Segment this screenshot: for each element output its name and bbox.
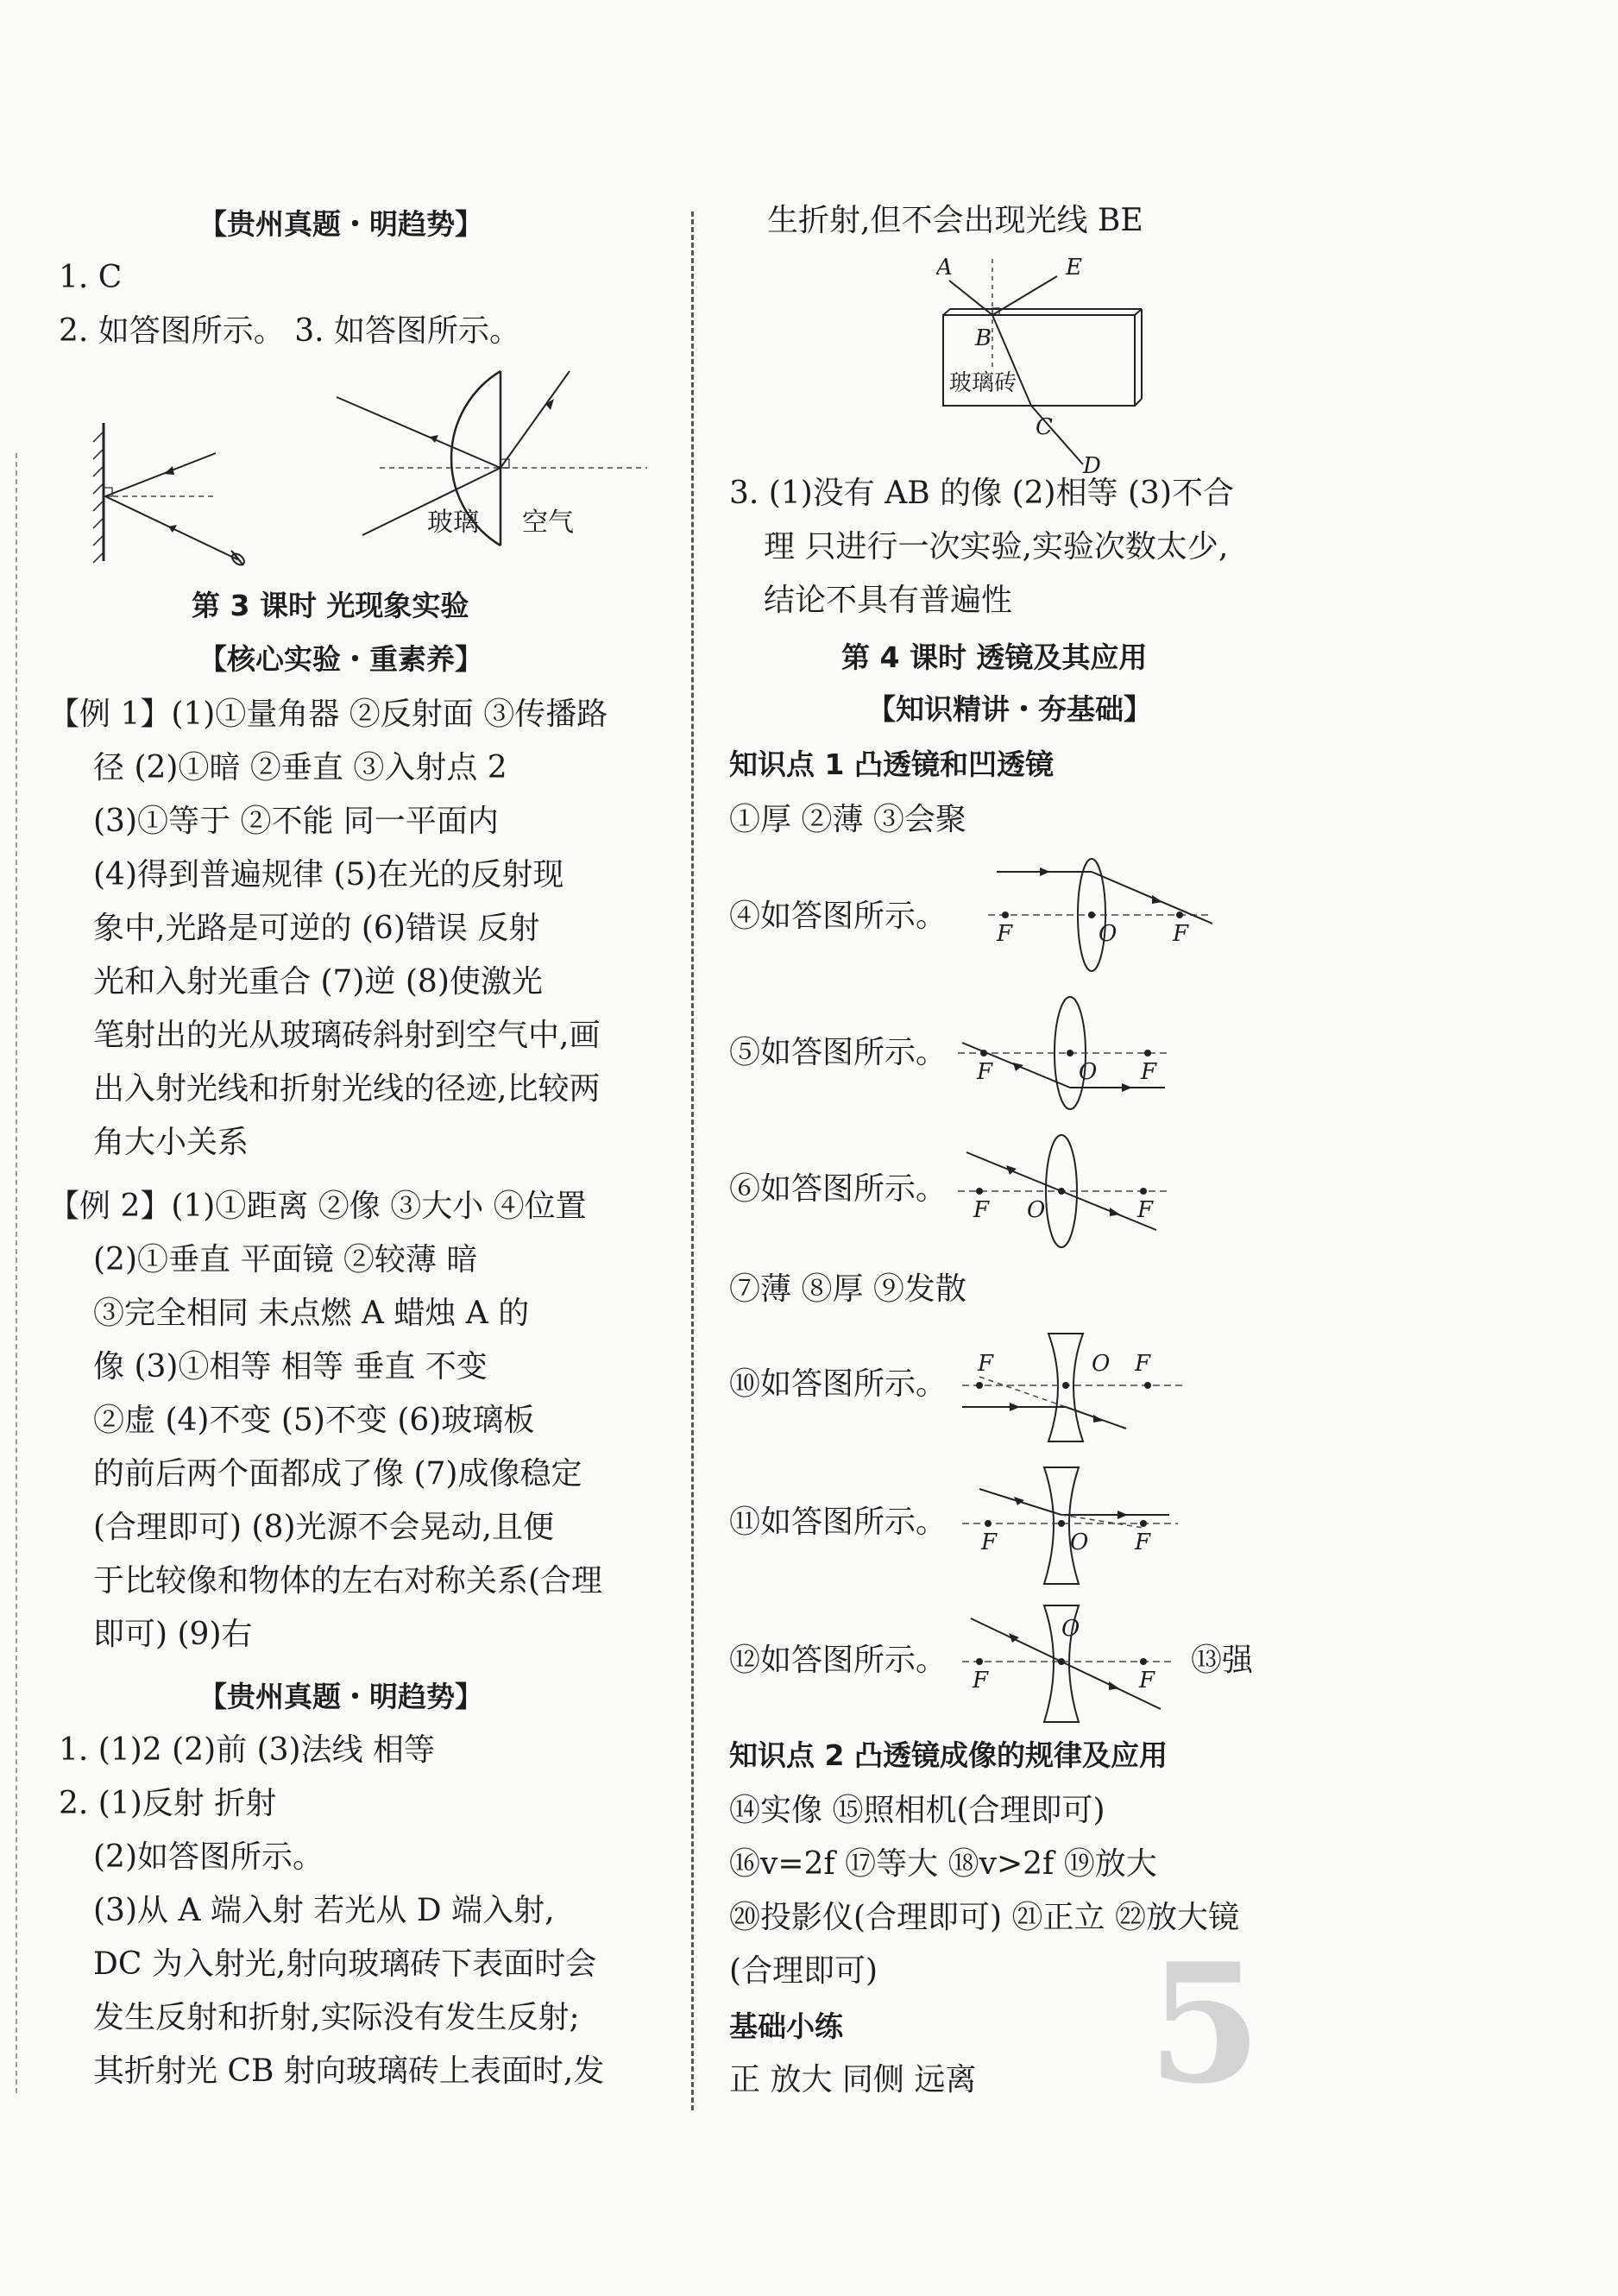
glass-brick-figure xyxy=(936,250,1161,475)
label-F: F xyxy=(973,1668,989,1694)
answer-line: DC 为入射光,射向玻璃砖下表面时会 xyxy=(93,1946,597,1982)
answer-3-line: 结论不具有普遍性 xyxy=(764,583,1013,618)
label-F: F xyxy=(1139,1668,1155,1694)
page-number: 5 xyxy=(1148,1927,1262,2120)
label-C: C xyxy=(1036,414,1053,440)
label-F: F xyxy=(1173,921,1189,947)
section-heading-guizhou: 【贵州真题・明趋势】 xyxy=(198,207,483,241)
answer-6: ⑥如答图所示。 xyxy=(729,1171,948,1207)
knowledge-point-1: 知识点 1 凸透镜和凹透镜 xyxy=(729,747,1054,781)
answers-7-9: ⑦薄 ⑧厚 ⑨发散 xyxy=(729,1271,966,1307)
basic-practice-heading: 基础小练 xyxy=(729,2009,843,2043)
example-1-line: 笔射出的光从玻璃砖斜射到空气中,画 xyxy=(93,1018,601,1053)
answers-14-15: ⑭实像 ⑮照相机(合理即可) xyxy=(729,1793,1105,1828)
answer-3-line: 3. (1)没有 AB 的像 (2)相等 (3)不合 xyxy=(729,476,1235,511)
label-F: F xyxy=(997,921,1013,947)
label-O: O xyxy=(1027,1197,1046,1223)
label-F: F xyxy=(1141,1059,1157,1085)
label-B: B xyxy=(975,325,992,351)
answer-2-3: 2. 如答图所示。 3. 如答图所示。 xyxy=(59,313,521,349)
example-2-line: 的前后两个面都成了像 (7)成像稳定 xyxy=(93,1456,582,1492)
example-1-line: 【例 1】(1)①量角器 ②反射面 ③传播路 xyxy=(48,697,608,732)
label-F: F xyxy=(1137,1197,1154,1223)
convex-lens-diagram-4 xyxy=(988,855,1221,984)
answer-3-line: 理 只进行一次实验,实验次数太少, xyxy=(764,529,1229,565)
answer-line: (2)如答图所示。 xyxy=(93,1839,324,1875)
answer-4: ④如答图所示。 xyxy=(729,899,948,934)
answer-line: 发生反射和折射,实际没有发生反射; xyxy=(93,2000,580,2035)
convex-lens-diagram-5 xyxy=(958,993,1182,1122)
label-O: O xyxy=(1092,1351,1111,1377)
label-O: O xyxy=(1079,1059,1098,1085)
lesson-3-title: 第 3 课时 光现象实验 xyxy=(192,589,469,622)
answer-13: ⑬强 xyxy=(1191,1643,1254,1678)
label-glass: 玻璃 xyxy=(427,508,479,538)
section-heading-core-experiment: 【核心实验・重素养】 xyxy=(198,642,483,676)
knowledge-point-2: 知识点 2 凸透镜成像的规律及应用 xyxy=(729,1738,1168,1772)
label-O: O xyxy=(1061,1616,1080,1642)
answers-22-note: (合理即可) xyxy=(729,1953,878,1989)
answers-1-3: ①厚 ②薄 ③会聚 xyxy=(729,802,966,837)
concave-lens-diagram-11 xyxy=(962,1463,1187,1593)
answer-5: ⑤如答图所示。 xyxy=(729,1035,948,1070)
column-divider xyxy=(691,211,694,2110)
concave-lens-diagram-10 xyxy=(962,1329,1187,1450)
example-1-line: 光和入射光重合 (7)逆 (8)使激光 xyxy=(93,964,543,1000)
example-1-line: 角大小关系 xyxy=(93,1125,249,1160)
label-O: O xyxy=(1099,921,1117,947)
section-heading-guizhou-2: 【贵州真题・明趋势】 xyxy=(198,1680,483,1713)
answer-1: 1. C xyxy=(59,260,123,295)
label-F: F xyxy=(978,1351,994,1377)
label-A: A xyxy=(936,255,953,281)
answer-10: ⑩如答图所示。 xyxy=(729,1366,948,1402)
example-2-line: 【例 2】(1)①距离 ②像 ③大小 ④位置 xyxy=(48,1189,587,1224)
example-2-line: (合理即可) (8)光源不会晃动,且便 xyxy=(93,1510,554,1545)
answers-16-19: ⑯v=2f ⑰等大 ⑱v>2f ⑲放大 xyxy=(729,1846,1157,1882)
example-1-line: (4)得到普遍规律 (5)在光的反射现 xyxy=(93,857,564,893)
example-2-line: 即可) (9)右 xyxy=(93,1617,253,1652)
label-brick: 玻璃砖 xyxy=(949,370,1017,396)
answer-line: 2. (1)反射 折射 xyxy=(59,1786,277,1821)
example-2-line: (2)①垂直 平面镜 ②较薄 暗 xyxy=(93,1242,478,1277)
basic-practice-answers: 正 放大 同侧 远离 xyxy=(729,2062,977,2097)
convex-lens-diagram-6 xyxy=(958,1131,1182,1260)
example-1-line: 出入射光线和折射光线的径迹,比较两 xyxy=(93,1071,601,1107)
label-E: E xyxy=(1066,255,1082,281)
answer-line: (3)从 A 端入射 若光从 D 端入射, xyxy=(93,1893,555,1928)
answers-20-22: ⑳投影仪(合理即可) ㉑正立 ㉒放大镜 xyxy=(729,1900,1239,1935)
label-F: F xyxy=(1135,1351,1151,1377)
section-heading-knowledge: 【知识精讲・夯基础】 xyxy=(867,692,1152,726)
example-1-line: (3)①等于 ②不能 同一平面内 xyxy=(93,804,499,839)
label-air: 空气 xyxy=(522,508,574,538)
label-F: F xyxy=(981,1530,998,1555)
continued-text: 生折射,但不会出现光线 BE xyxy=(767,203,1143,238)
example-2-line: ③完全相同 未点燃 A 蜡烛 A 的 xyxy=(93,1296,530,1331)
lesson-4-title: 第 4 课时 透镜及其应用 xyxy=(841,640,1148,674)
label-F: F xyxy=(977,1059,993,1085)
semicircle-glass-figure xyxy=(328,363,656,561)
example-1-line: 象中,光路是可逆的 (6)错误 反射 xyxy=(93,911,540,946)
answer-11: ⑪如答图所示。 xyxy=(729,1504,948,1540)
answer-12: ⑫如答图所示。 xyxy=(729,1643,948,1678)
label-O: O xyxy=(1070,1530,1089,1555)
concave-lens-diagram-12 xyxy=(962,1601,1178,1731)
answer-line: 1. (1)2 (2)前 (3)法线 相等 xyxy=(59,1732,436,1768)
margin-dash xyxy=(16,453,17,2093)
label-D: D xyxy=(1083,453,1101,475)
label-F: F xyxy=(1135,1530,1151,1555)
example-2-line: 像 (3)①相等 相等 垂直 不变 xyxy=(93,1349,488,1385)
label-F: F xyxy=(973,1197,990,1223)
example-2-line: 于比较像和物体的左右对称关系(合理 xyxy=(93,1563,603,1599)
mirror-reflection-figure xyxy=(86,406,276,578)
example-2-line: ②虚 (4)不变 (5)不变 (6)玻璃板 xyxy=(93,1403,535,1438)
answer-line: 其折射光 CB 射向玻璃砖上表面时,发 xyxy=(93,2053,605,2089)
example-1-line: 径 (2)①暗 ②垂直 ③入射点 2 xyxy=(93,750,507,785)
